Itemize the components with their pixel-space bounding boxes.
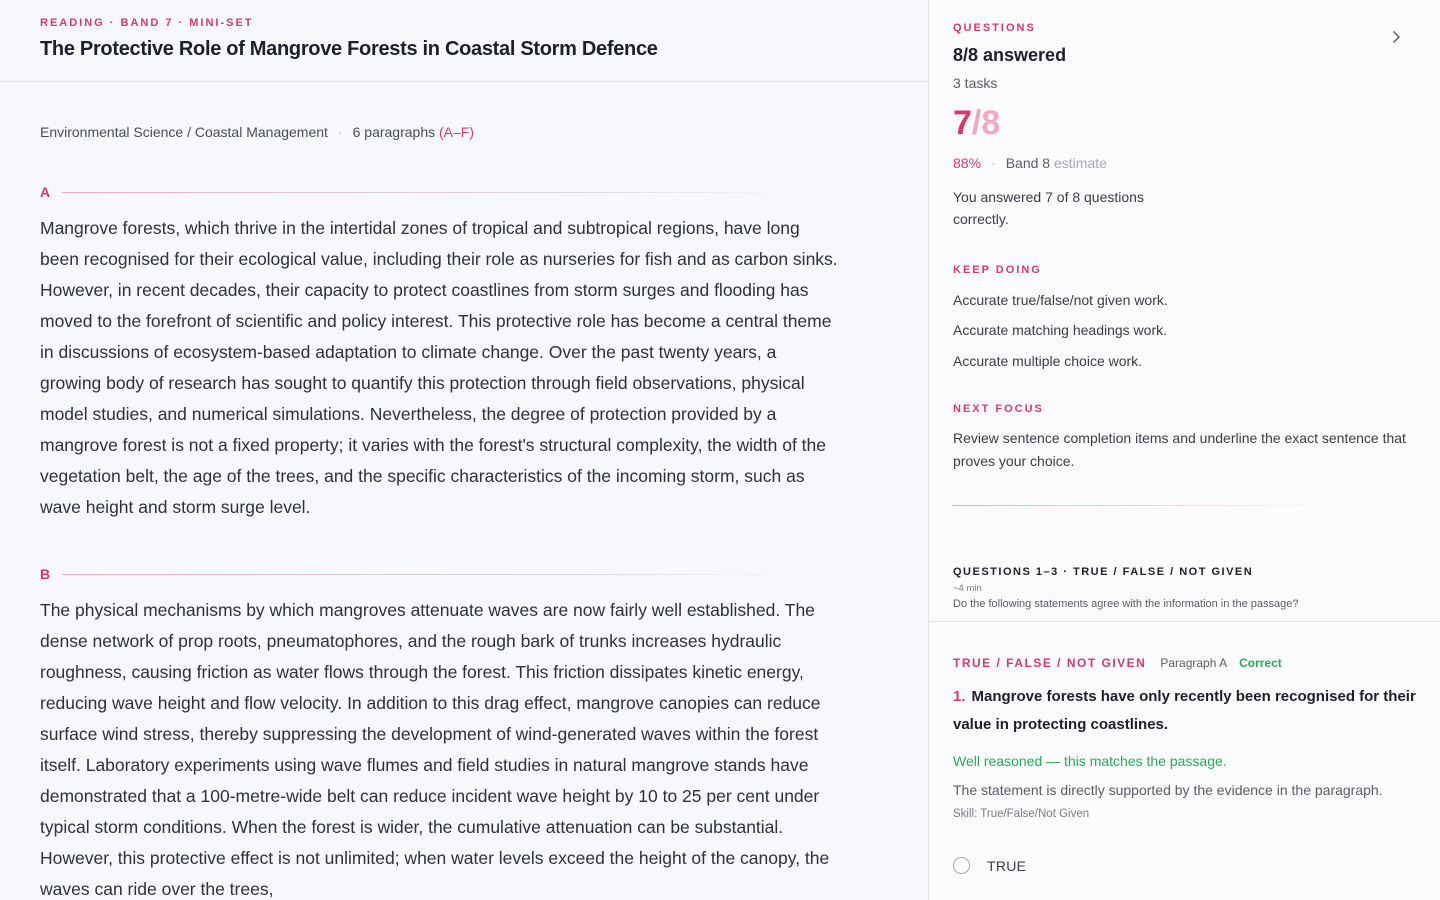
- question-statement: Mangrove forests have only recently been recognised for their value in protecting coastlines.: [953, 688, 1416, 733]
- question-text: [953, 683, 1418, 739]
- question-skill: Skill: True/False/Not Given: [953, 808, 1090, 820]
- score-details: [953, 155, 1107, 171]
- score-percent: 88%: [953, 155, 982, 171]
- paragraph-b-heading: [40, 564, 800, 584]
- section-divider: [953, 505, 1343, 506]
- questions-label: QUESTIONS: [953, 22, 1036, 34]
- paragraph-count: 6 paragraphs: [352, 124, 436, 140]
- keep-doing-label: KEEP DOING: [953, 264, 1042, 276]
- passage-title: The Protective Role of Mangrove Forests in Coastal Storm Defence: [40, 38, 658, 60]
- paragraph-letter: A: [40, 184, 51, 200]
- paragraph-a-heading: [40, 182, 800, 202]
- band-note: estimate: [1053, 155, 1107, 171]
- questions-panel: [929, 0, 1440, 900]
- band-estimate: Band 8: [1005, 155, 1051, 171]
- radio-button[interactable]: [953, 857, 970, 874]
- meta-separator: ·: [337, 124, 343, 140]
- question-explanation: The statement is directly supported by the evidence in the paragraph.: [953, 782, 1383, 798]
- score: [953, 104, 1000, 143]
- passage-header: [0, 0, 929, 82]
- score-summary: You answered 7 of 8 questions correctly.: [953, 189, 1144, 227]
- question-number: 1.: [953, 688, 966, 705]
- paragraph-rule: [62, 192, 800, 193]
- passage-meta: [40, 124, 474, 140]
- paragraph-letter: B: [40, 566, 51, 582]
- question-feedback: Well reasoned — this matches the passage.: [953, 753, 1227, 769]
- paragraph-a-text: Mangrove forests, which thrive in the intertidal zones of tropical and subtropical regions, have long been recognised for their ecological value, including their role as nurseries for fish and as carbon sinks. However, in recent decades, their capacity to protect coastlines from storm surges and flooding has moved to the forefront of scientific and policy interest. This protective role has become a central theme in discussions of ecosystem-based adaptation to climate change. Over the past twenty years, a growing body of research has sought to quantify this protection through field observations, physical model studies, and numerical simulations. Nevertheless, the degree of protection provided by a mangrove forest is not a fixed property; it varies with the forest's structural complexity, the width of the vegetation belt, the age of the trees, and the specific characteristics of the incoming storm, such as wave height and storm surge level.: [40, 218, 838, 517]
- keep-doing-item: Accurate matching headings work.: [953, 322, 1167, 338]
- subject-label: Environmental Science / Coastal Management: [40, 124, 328, 140]
- question-type: TRUE / FALSE / NOT GIVEN: [953, 656, 1147, 670]
- task-count: 3 tasks: [953, 75, 998, 91]
- paragraph-b-text: The physical mechanisms by which mangroves attenuate waves are now fairly well established. The dense network of prop roots, pneumatophores, and the rough bark of trunks increases hydraulic roughness, causing friction as water flows through the forest. This friction dissipates kinetic energy, reducing wave height and flow velocity. In addition to this drag effect, mangrove canopies can reduce surface wind stress, thereby suppressing the development of wind-generated waves within the forest itself. Laboratory experiments using wave flumes and field studies in natural mangrove stands have demonstrated that a 100-metre-wide belt can reduce incident wave height by 10 to 25 per cent under typical storm conditions. When the forest is wider, the cumulative attenuation can be substantial. However, this protective effect is not unlimited; when water levels exceed the height of the canopy, the waves can ride over the trees,: [40, 600, 830, 899]
- question-set-time: ~4 min: [953, 583, 982, 594]
- keep-doing-item: Accurate multiple choice work.: [953, 353, 1143, 369]
- next-focus-label: NEXT FOCUS: [953, 403, 1044, 415]
- question-set-instruction: Do the following statements agree with the information in the passage?: [953, 598, 1299, 610]
- option-label: TRUE: [987, 857, 1027, 874]
- next-focus-text: Review sentence completion items and underline the exact sentence that proves your choice.: [953, 430, 1406, 469]
- keep-doing-item: Accurate true/false/not given work.: [953, 292, 1168, 308]
- reading-kicker: READING · BAND 7 · MINI-SET: [40, 17, 254, 29]
- score-total: /8: [971, 104, 1001, 142]
- question-set-divider: [929, 621, 1440, 622]
- answered-count: 8/8 answered: [953, 45, 1067, 65]
- score-correct: 7: [953, 104, 972, 142]
- option-true[interactable]: [953, 857, 1026, 874]
- question-set-title: QUESTIONS 1–3 · TRUE / FALSE / NOT GIVEN: [953, 566, 1254, 578]
- paragraph-rule: [62, 574, 800, 575]
- paragraph-range: (A–F): [439, 124, 475, 140]
- question-status-badge: Correct: [1239, 656, 1282, 670]
- question-paragraph-link[interactable]: Paragraph A: [1160, 656, 1228, 670]
- chevron-right-icon[interactable]: [1391, 28, 1401, 49]
- score-separator: ·: [991, 155, 996, 171]
- question-meta: [953, 656, 1282, 670]
